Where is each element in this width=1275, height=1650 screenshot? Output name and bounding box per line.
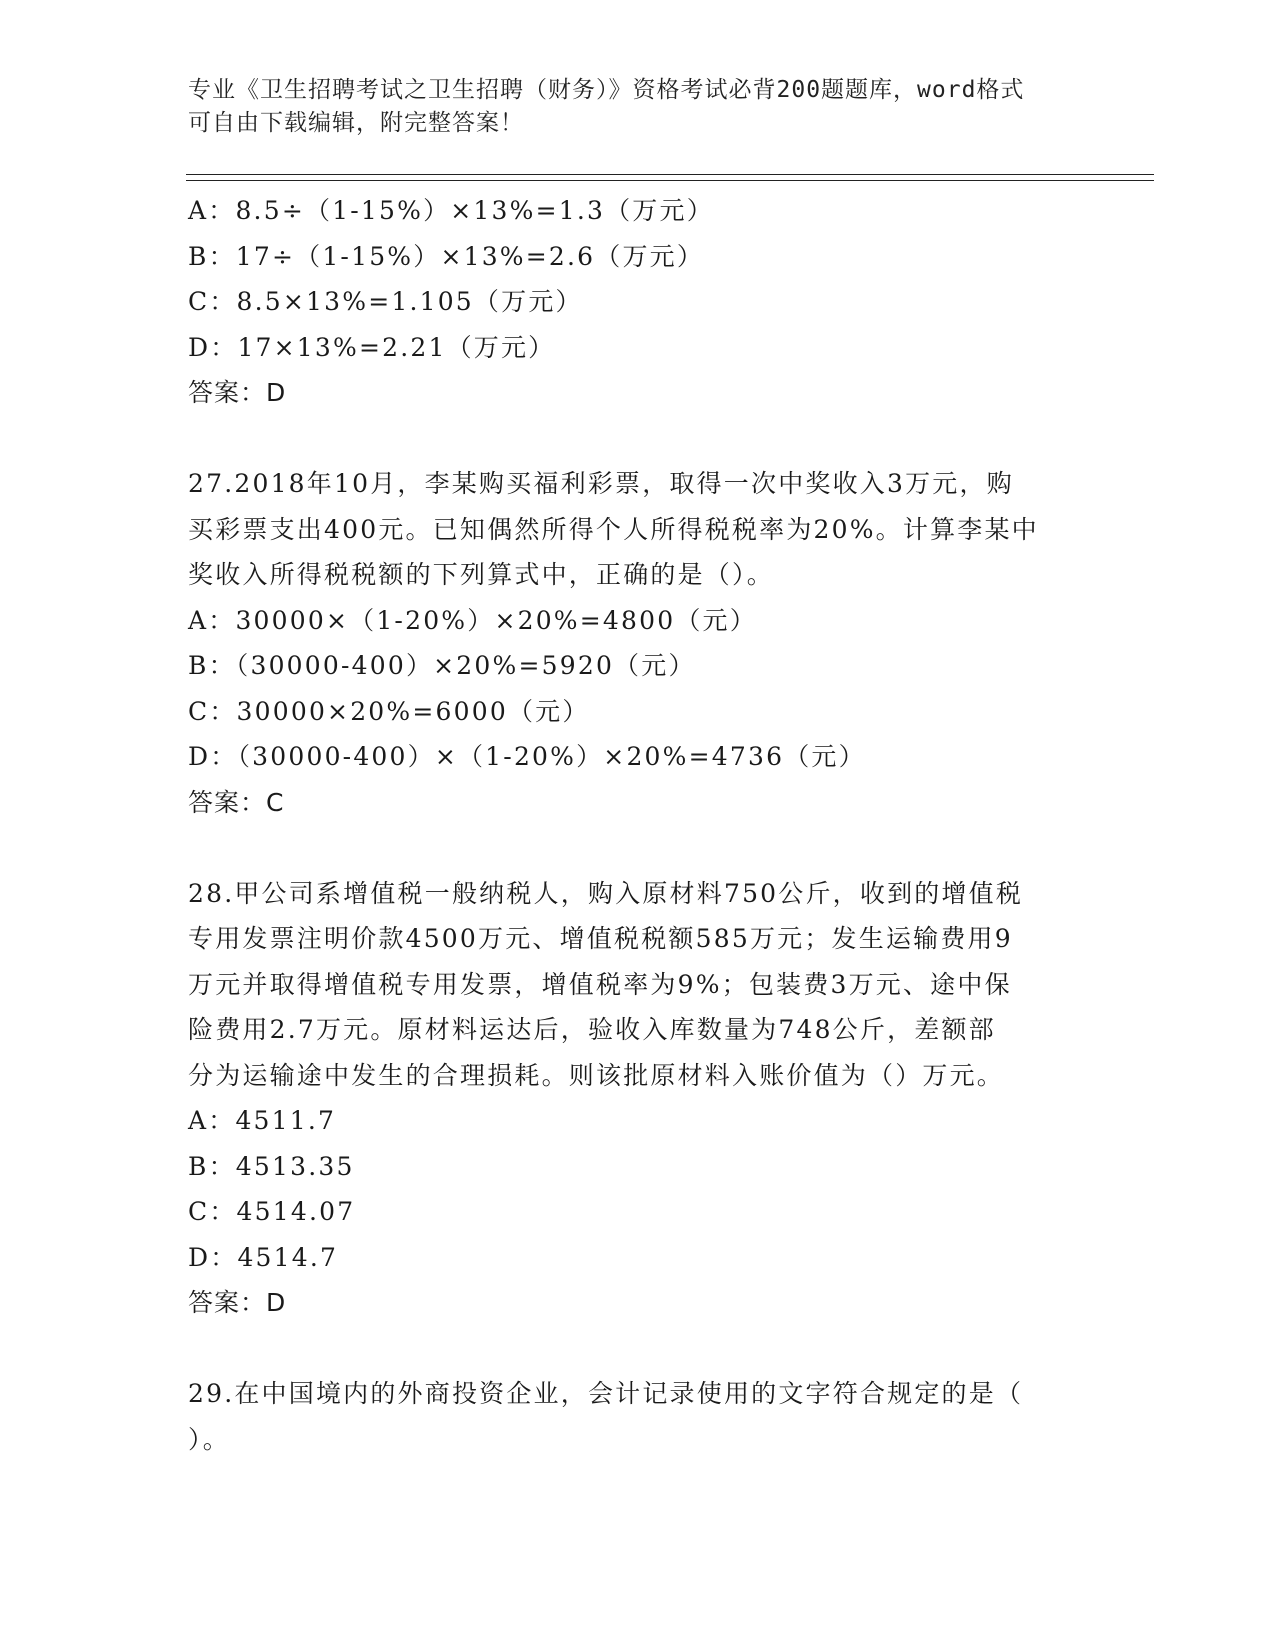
header-title-line-2: 可自由下载编辑，附完整答案！	[188, 110, 524, 136]
q29-stem-line-2: ）。	[188, 1424, 230, 1454]
header-divider-top	[186, 174, 1154, 175]
q28-option-b: B：4513.35	[188, 1151, 355, 1181]
header-title-line-1: 专业《卫生招聘考试之卫生招聘（财务）》资格考试必背200题题库，word格式	[188, 77, 1025, 103]
q28-stem-line-1: 28.甲公司系增值税一般纳税人，购入原材料750公斤，收到的增值税	[188, 878, 1024, 908]
document-header	[188, 74, 1088, 140]
question-content	[188, 188, 1088, 1462]
q28-answer: 答案：D	[188, 1288, 287, 1317]
q27-option-c: C：30000×20%=6000（元）	[188, 696, 590, 726]
q26-option-a: A：8.5÷（1-15%）×13%=1.3（万元）	[188, 196, 714, 225]
spacer	[188, 825, 1088, 871]
question-29	[188, 1371, 1088, 1462]
question-28	[188, 871, 1088, 1326]
q26-option-c: C：8.5×13%=1.105（万元）	[188, 287, 583, 316]
q27-stem-line-1: 27.2018年10月，李某购买福利彩票，取得一次中奖收入3万元，购	[188, 469, 1014, 498]
spacer	[188, 416, 1088, 462]
q28-stem-line-4: 险费用2.7万元。原材料运达后，验收入库数量为748公斤，差额部	[188, 1015, 996, 1044]
q27-option-b: B：（30000-400）×20%=5920（元）	[188, 651, 696, 680]
q28-option-a: A：4511.7	[188, 1106, 337, 1135]
q27-stem-line-3: 奖收入所得税税额的下列算式中，正确的是（）。	[188, 560, 774, 589]
header-divider-bottom	[186, 180, 1154, 181]
q28-stem-line-5: 分为运输途中发生的合理损耗。则该批原材料入账价值为（）万元。	[188, 1060, 1005, 1090]
q27-option-a: A：30000×（1-20%）×20%=4800（元）	[188, 605, 757, 635]
q28-stem-line-3: 万元并取得增值税专用发票，增值税率为9%；包装费3万元、途中保	[188, 969, 1012, 999]
q28-option-d: D：4514.7	[188, 1242, 339, 1272]
q26-answer: 答案：D	[188, 378, 287, 407]
question-27	[188, 461, 1088, 825]
q28-option-c: C：4514.07	[188, 1197, 356, 1226]
q26-option-d: D：17×13%=2.21（万元）	[188, 332, 556, 362]
q27-answer: 答案：C	[188, 787, 285, 817]
spacer	[188, 1326, 1088, 1372]
q29-stem-line-1: 29.在中国境内的外商投资企业，会计记录使用的文字符合规定的是（	[188, 1379, 1024, 1408]
q26-option-b: B：17÷（1-15%）×13%=2.6（万元）	[188, 241, 705, 271]
q27-stem-line-2: 买彩票支出400元。已知偶然所得个人所得税税率为20%。计算李某中	[188, 514, 1039, 544]
question-26	[188, 188, 1088, 416]
q27-option-d: D：（30000-400）×（1-20%）×20%=4736（元）	[188, 742, 866, 771]
q28-stem-line-2: 专用发票注明价款4500万元、增值税税额585万元；发生运输费用9	[188, 924, 1013, 953]
